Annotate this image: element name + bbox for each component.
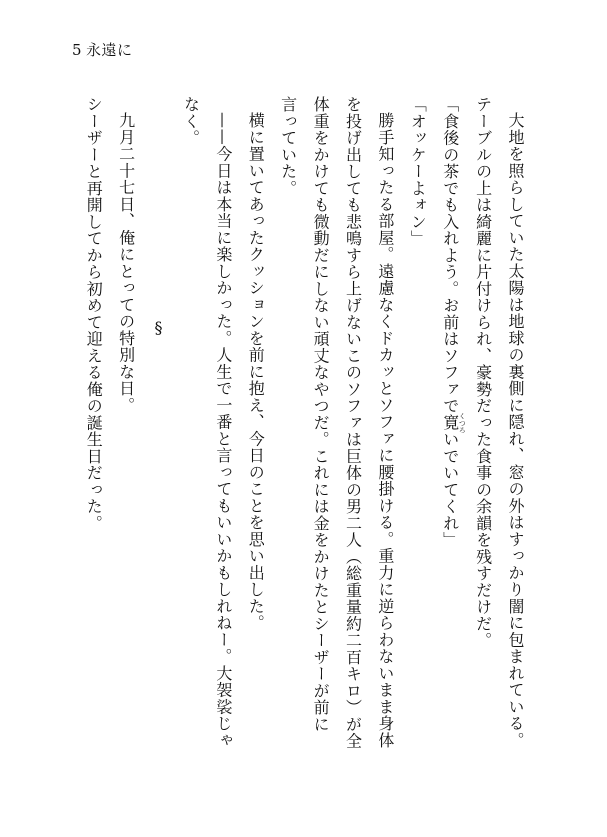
ruby-base: 寛 bbox=[440, 412, 460, 434]
text-line-12: 九月二十七日、俺にとっての特別な日。 bbox=[116, 112, 136, 414]
text-line-2: テーブルの上は綺麗に片付けられ、豪勢だった食事の余韻を残すだけだ。 bbox=[473, 96, 493, 649]
text-line-5: 勝手知ったる部屋。遠慮なくドカッとソファに腰掛ける。重力に逆らわないまま身体 bbox=[375, 112, 395, 749]
text-line-7: 体重をかけても微動だにしない頑丈なやつだ。これには金をかけたとシーザーが前に bbox=[311, 96, 331, 733]
text-line-10: ——今日は本当に楽しかった。人生で一番と言ってもいいかもしれねー。大袈裟じゃ bbox=[213, 112, 233, 749]
text-line-3 bbox=[433, 96, 466, 816]
text-line-6: を投げ出しても悲鳴すら上げないこのソファは巨体の男二人（総重量約二百キロ）が全 bbox=[343, 96, 363, 750]
text-line-11: なく。 bbox=[181, 96, 201, 147]
chapter-number: 5 bbox=[72, 41, 83, 59]
text-line-9: 横に置いてあったクッションを前に抱え、今日のことを思い出した。 bbox=[246, 112, 266, 632]
dialogue-start: 「食後の茶でも入れよう。お前はソファで bbox=[440, 96, 460, 415]
section-mark: § bbox=[149, 318, 169, 338]
text-line-8: 言っていた。 bbox=[278, 96, 298, 197]
chapter-title: 永遠に bbox=[86, 41, 133, 59]
ruby-reading: くつろ bbox=[458, 412, 467, 434]
text-line-1: 大地を照らしていた太陽は地球の裏側に隠れ、窓の外はすっかり闇に包まれている。 bbox=[506, 112, 525, 749]
text-line-13: シーザーと再開してから初めて迎える俺の誕生日だった。 bbox=[84, 96, 104, 532]
ruby-word bbox=[440, 412, 467, 434]
page-header bbox=[72, 39, 133, 60]
dialogue-end: いでいてくれ」 bbox=[440, 431, 460, 549]
text-line-4: 「オッケーよォン」 bbox=[408, 96, 428, 247]
vertical-body-text bbox=[77, 96, 531, 816]
